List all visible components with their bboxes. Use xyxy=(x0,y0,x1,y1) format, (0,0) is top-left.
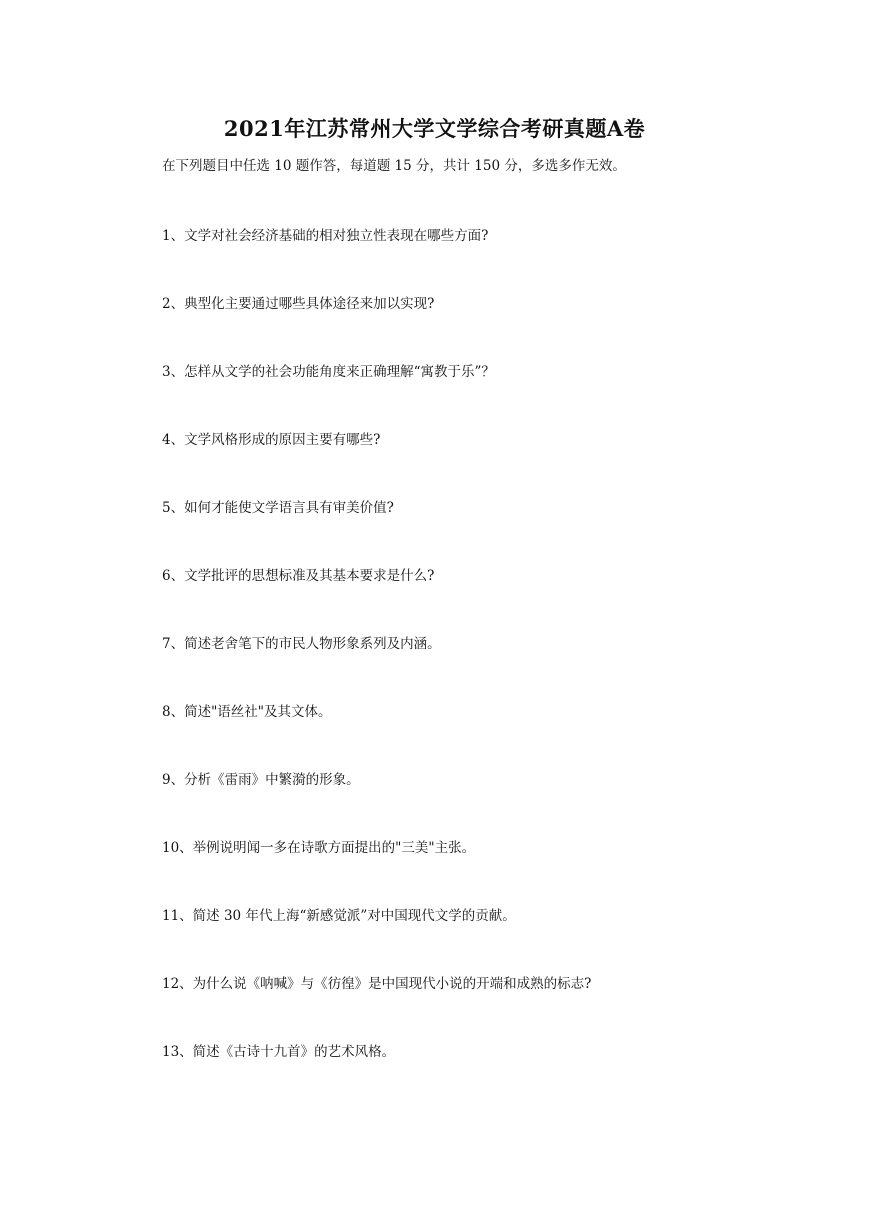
question-list xyxy=(162,226,782,1110)
question-item: 3、怎样从文学的社会功能角度来正确理解“寓教于乐”？ xyxy=(162,364,495,380)
exam-instructions: 在下列题目中任选 10 题作答，每道题 15 分，共计 150 分，多选多作无效。 xyxy=(162,158,626,174)
question-item: 5、如何才能使文学语言具有审美价值? xyxy=(162,500,394,516)
question-item: 12、为什么说《呐喊》与《彷徨》是中国现代小说的开端和成熟的标志? xyxy=(162,976,592,992)
question-item: 8、简述"语丝社"及其文体。 xyxy=(162,704,332,720)
question-item: 9、分析《雷雨》中繁漪的形象。 xyxy=(162,772,360,788)
question-item: 1、文学对社会经济基础的相对独立性表现在哪些方面? xyxy=(162,228,489,244)
question-item: 4、文学风格形成的原因主要有哪些? xyxy=(162,432,381,448)
question-item: 2、典型化主要通过哪些具体途径来加以实现? xyxy=(162,296,435,312)
document-title: 2021年江苏常州大学文学综合考研真题A卷 xyxy=(223,116,646,141)
question-item: 7、简述老舍笔下的市民人物形象系列及内涵。 xyxy=(162,636,441,652)
question-item: 13、简述《古诗十九首》的艺术风格。 xyxy=(162,1044,396,1060)
question-item: 11、简述 30 年代上海“新感觉派”对中国现代文学的贡献。 xyxy=(162,908,516,924)
question-item: 6、文学批评的思想标准及其基本要求是什么? xyxy=(162,568,435,584)
question-item: 10、举例说明闻一多在诗歌方面提出的"三美"主张。 xyxy=(162,840,476,856)
